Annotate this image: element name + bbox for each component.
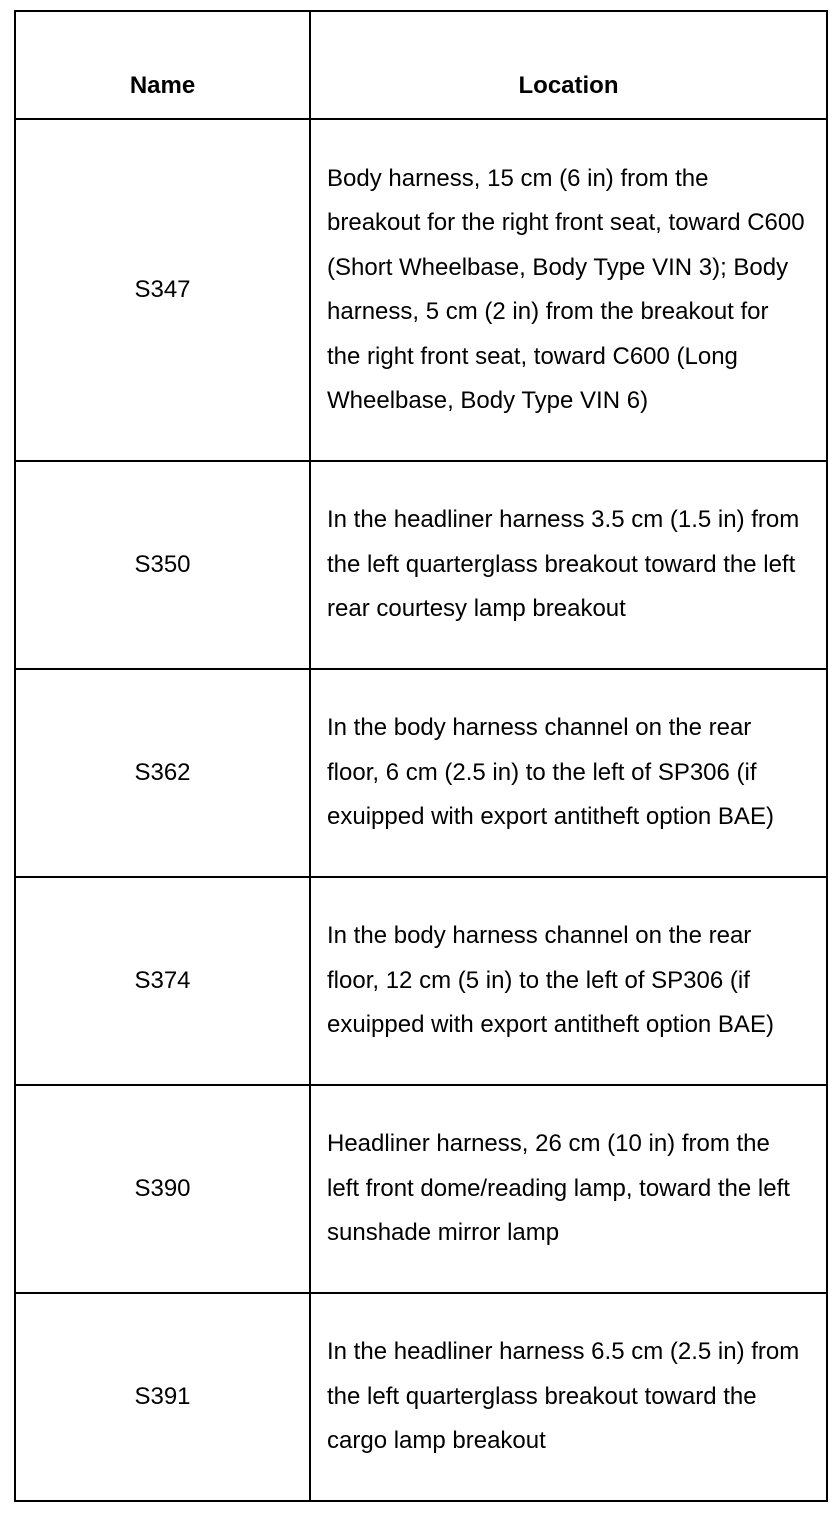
- splice-name-cell: S391: [15, 1293, 310, 1501]
- name-header-label: Name: [129, 72, 196, 99]
- splice-location-cell: In the body harness channel on the rear floor, 6 cm (2.5 in) to the left of SP306 (if exuipped with export antitheft option BAE): [310, 669, 827, 877]
- table-row: [15, 1293, 827, 1501]
- splice-location-cell: In the headliner harness 3.5 cm (1.5 in) from the left quarterglass breakout toward the left rear courtesy lamp breakout: [310, 461, 827, 669]
- table-row: [15, 461, 827, 669]
- splice-location-cell: Headliner harness, 26 cm (10 in) from the left front dome/reading lamp, toward the left sunshade mirror lamp: [310, 1085, 827, 1293]
- splice-name-cell: S347: [15, 119, 310, 461]
- name-column-header: [15, 11, 310, 119]
- location-header-label: Location: [518, 72, 619, 99]
- table-row: [15, 1085, 827, 1293]
- splice-location-cell: Body harness, 15 cm (6 in) from the breakout for the right front seat, toward C600 (Short Wheelbase, Body Type VIN 3); Body harness, 5 cm (2 in) from the breakout for the right front seat, toward C600 (Long Wheelbase, Body Type VIN 6): [310, 119, 827, 461]
- splice-location-table: [14, 10, 828, 1502]
- location-column-header: [310, 11, 827, 119]
- splice-name-cell: S362: [15, 669, 310, 877]
- splice-name-cell: S390: [15, 1085, 310, 1293]
- splice-name-cell: S374: [15, 877, 310, 1085]
- header-row: [15, 11, 827, 119]
- table-row: [15, 669, 827, 877]
- splice-location-cell: In the headliner harness 6.5 cm (2.5 in) from the left quarterglass breakout toward the cargo lamp breakout: [310, 1293, 827, 1501]
- splice-location-cell: In the body harness channel on the rear floor, 12 cm (5 in) to the left of SP306 (if exuipped with export antitheft option BAE): [310, 877, 827, 1085]
- table-row: [15, 877, 827, 1085]
- splice-name-cell: S350: [15, 461, 310, 669]
- table-row: [15, 119, 827, 461]
